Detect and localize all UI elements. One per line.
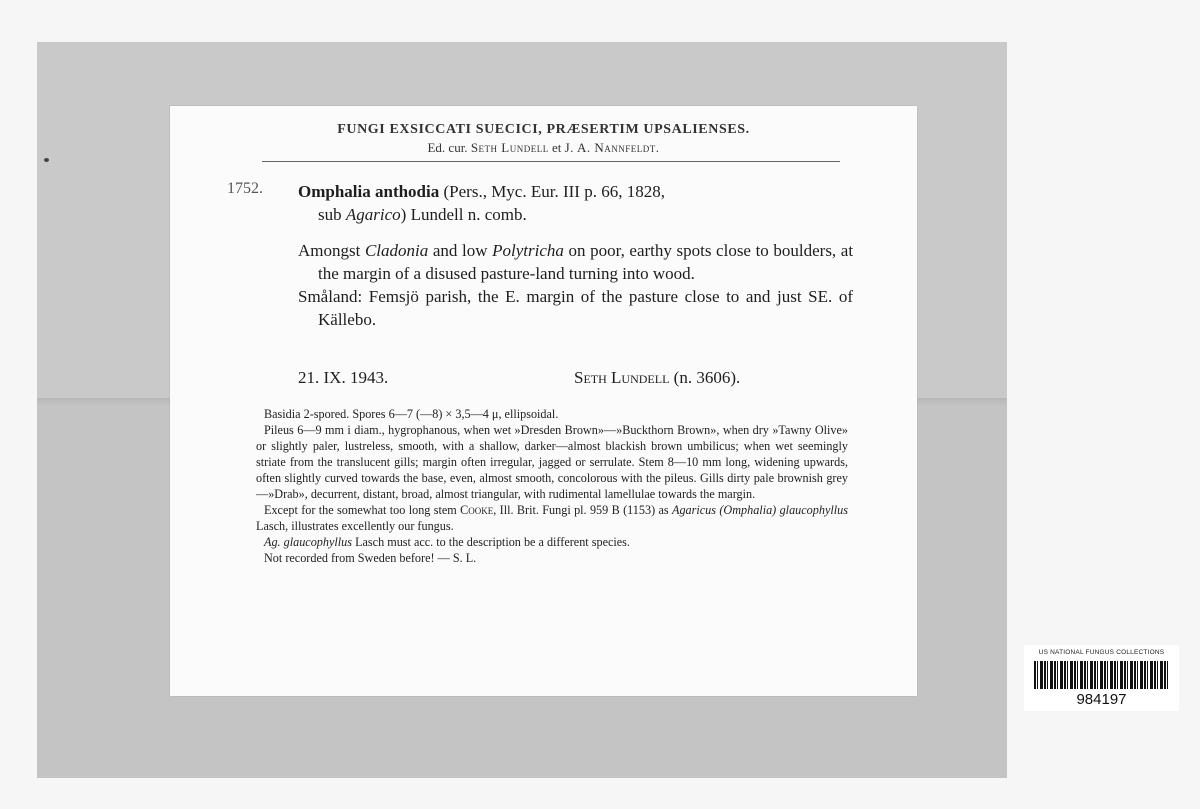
habitat-genus-2: Polytricha bbox=[492, 241, 564, 260]
species-authority: (Pers., Myc. Eur. III p. 66, 1828, bbox=[443, 182, 665, 201]
description-basidia: Basidia 2-spored. Spores 6—7 (—8) × 3,5—4 μ, ellipsoidal. bbox=[264, 407, 559, 421]
note-species: Ag. glaucophyllus bbox=[264, 535, 353, 549]
description-pileus: Pileus 6—9 mm i diam., hygrophanous, when wet »Dresden Brown»—»Buckthorn Brown», when dry »Tawny Olive» or slightly paler, lustreless, smooth, with a shallow, darker—almost blackish brown umbilicus; when wet seemingly striate from the translucent gills; margin often irregular, jagged or serrulate. Stem 8—10 mm long, widening upwards, often slightly curved towards the base, even, almost smooth, concolorous with the pileus. Gills dirty pale brownish grey—»Drab», decurrent, distant, broad, almost triangular, with rudimental lamellulae towards the margin. bbox=[256, 423, 848, 501]
barcode-bars bbox=[1034, 661, 1169, 689]
editors-line bbox=[170, 140, 917, 156]
editor-2: J. A. Nannfeldt. bbox=[564, 140, 660, 155]
species-heading bbox=[298, 180, 858, 226]
authority-genus: Agarico bbox=[345, 205, 401, 224]
barcode-number: 984197 bbox=[1076, 691, 1127, 708]
series-title: FUNGI EXSICCATI SUECICI, PRÆSERTIM UPSALIENSES. bbox=[337, 122, 750, 137]
note-text: Lasch must acc. to the description be a different species. bbox=[355, 535, 630, 549]
habitat-text-a: Amongst bbox=[298, 241, 361, 260]
editors-prefix: Ed. cur. bbox=[427, 140, 468, 155]
collector-number: (n. 3606). bbox=[673, 368, 741, 387]
comparison-species: Agaricus (Omphalia) glaucophyllus bbox=[672, 503, 848, 517]
comparison-text-c: Lasch, illustrates excellently our fungus. bbox=[256, 519, 454, 533]
collector bbox=[574, 368, 740, 388]
editor-1: Seth Lundell bbox=[470, 140, 549, 155]
editors-join: et bbox=[551, 140, 562, 155]
collector-name: Seth Lundell bbox=[574, 368, 670, 387]
authority-sub: sub bbox=[318, 205, 342, 224]
habitat-genus-1: Cladonia bbox=[364, 241, 429, 260]
collection-date: 21. IX. 1943. bbox=[298, 368, 389, 387]
specimen-number: 1752. bbox=[227, 180, 263, 197]
description-note bbox=[256, 534, 848, 550]
habitat-text-c: on poor, earthy spots close to boulders, at the margin of a disused pasture-land turning into wood. bbox=[318, 241, 854, 283]
sheet-speck bbox=[44, 158, 49, 162]
locality-text: Småland: Femsjö parish, the E. margin of the pasture close to and just SE. of Källebo. bbox=[298, 287, 853, 329]
habitat-text bbox=[298, 239, 853, 285]
habitat-text-b: and low bbox=[432, 241, 488, 260]
barcode-label bbox=[1024, 645, 1179, 711]
specimen-label bbox=[170, 106, 917, 696]
description-record: Not recorded from Sweden before! — S. L. bbox=[264, 551, 477, 565]
habitat-block bbox=[298, 239, 853, 331]
header-rule bbox=[262, 161, 840, 162]
comparison-text-a: Except for the somewhat too long stem bbox=[264, 503, 457, 517]
description-block bbox=[256, 406, 848, 566]
description-comparison bbox=[256, 502, 848, 534]
comparison-author: Cooke bbox=[460, 503, 494, 517]
authority-tail: ) Lundell n. comb. bbox=[400, 205, 527, 224]
comparison-text-b: , Ill. Brit. Fungi pl. 959 B (1153) as bbox=[493, 503, 669, 517]
barcode-institution: US NATIONAL FUNGUS COLLECTIONS bbox=[1038, 649, 1165, 656]
species-name: Omphalia anthodia bbox=[298, 182, 440, 201]
